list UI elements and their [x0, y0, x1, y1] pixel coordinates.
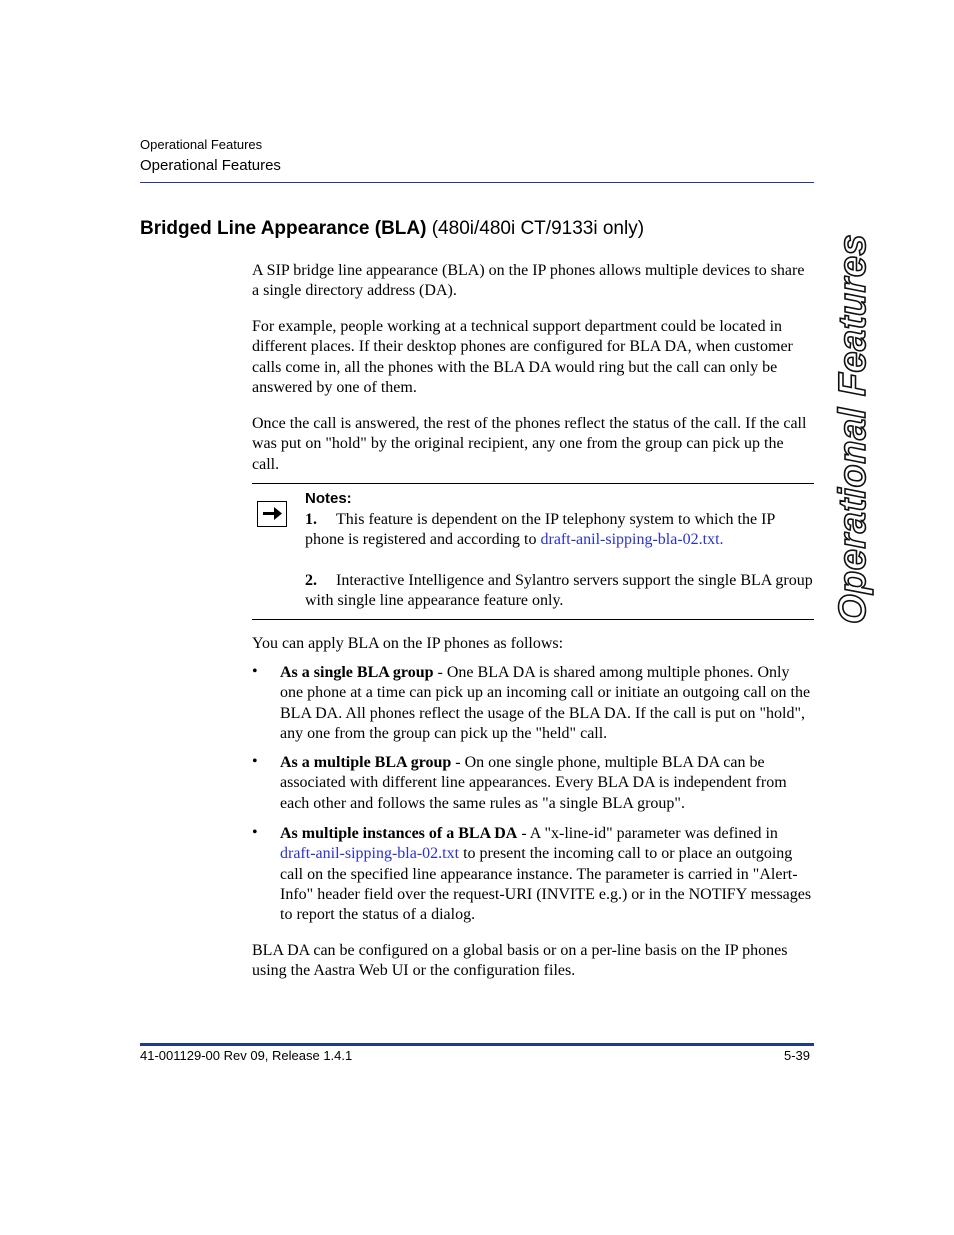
notes-bottom-rule	[252, 619, 814, 620]
section-title-models: (480i/480i CT/9133i only)	[426, 218, 645, 239]
bullet-text-end: to present the incoming call to or place an outgoing call on the specified line appearance instance. The parameter is carried in "Alert-Info" header field over the request-URI (INVITE e.g.) or in the NOTIFY messages to report the status of a dialog.	[280, 845, 812, 924]
list-item	[280, 663, 814, 744]
bullet-text: - One BLA DA is shared among multiple phones. Only one phone at a time can pick up an incoming call or initiate an outgoing call on the BLA DA. All phones reflect the usage of the BLA DA. If the call is put on "hold", any one from the group can pick up the "held" call.	[280, 664, 811, 742]
paragraph-closing: BLA DA can be configured on a global basis or on a per-line basis on the IP phones using the Aastra Web UI or the configuration files.	[252, 942, 788, 980]
footer-divider	[140, 1043, 814, 1046]
side-tab-chapter-title: Operational Features	[832, 233, 874, 624]
bullet-mark: •	[252, 824, 258, 841]
bullet-term: As multiple instances of a BLA DA	[280, 825, 518, 842]
section-title-bold: Bridged Line Appearance (BLA)	[140, 218, 427, 239]
list-item	[280, 753, 814, 814]
note-item	[305, 571, 815, 612]
section-title	[140, 218, 644, 240]
draft-link[interactable]: draft-anil-sipping-bla-02.txt	[540, 531, 720, 549]
right-arrow-icon	[257, 501, 287, 527]
notes-title: Notes:	[305, 490, 352, 507]
bullet-term: As a single BLA group	[280, 664, 434, 681]
bullet-text: - On one single phone, multiple BLA DA can be associated with different line appearances. Every BLA DA is independent from each other and follows the same rules as "a single BLA group".	[280, 754, 787, 812]
note-text: This feature is dependent on the IP telephony system to which the IP phone is registered and according to	[305, 511, 775, 549]
paragraph-example: For example, people working at a technical support department could be located in different places. If their desktop phones are configured for BLA DA, when customer calls come in, all the phones with the BLA DA would ring but the call can only be answered by one of them.	[252, 318, 793, 397]
bullet-mark: •	[252, 753, 258, 770]
footer-doc-id: 41-001129-00 Rev 09, Release 1.4.1	[140, 1048, 353, 1063]
note-number: 2.	[305, 572, 317, 589]
bullet-term: As a multiple BLA group	[280, 754, 452, 771]
list-item	[280, 824, 814, 925]
header-divider	[140, 182, 814, 183]
paragraph-apply: You can apply BLA on the IP phones as follows:	[252, 635, 564, 652]
notes-top-rule	[252, 483, 814, 484]
draft-link[interactable]: draft-anil-sipping-bla-02.txt	[280, 845, 460, 863]
bullet-text: - A "x-line-id" parameter was defined in	[517, 825, 778, 842]
bullet-mark: •	[252, 663, 258, 680]
note-item	[305, 510, 815, 551]
note-text: Interactive Intelligence and Sylantro servers support the single BLA group with single line appearance feature only.	[305, 572, 813, 610]
paragraph-answered: Once the call is answered, the rest of the phones reflect the status of the call. If the call was put on "hold" by the original recipient, any one from the group can pick up the call.	[252, 415, 807, 473]
footer-page-number: 5-39	[784, 1048, 811, 1063]
running-header-section: Operational Features	[140, 157, 281, 174]
paragraph-intro: A SIP bridge line appearance (BLA) on the IP phones allows multiple devices to share a single directory address (DA).	[252, 262, 805, 300]
note-number: 1.	[305, 511, 317, 528]
running-header-chapter: Operational Features	[140, 137, 263, 152]
note-text-end: .	[719, 531, 724, 549]
